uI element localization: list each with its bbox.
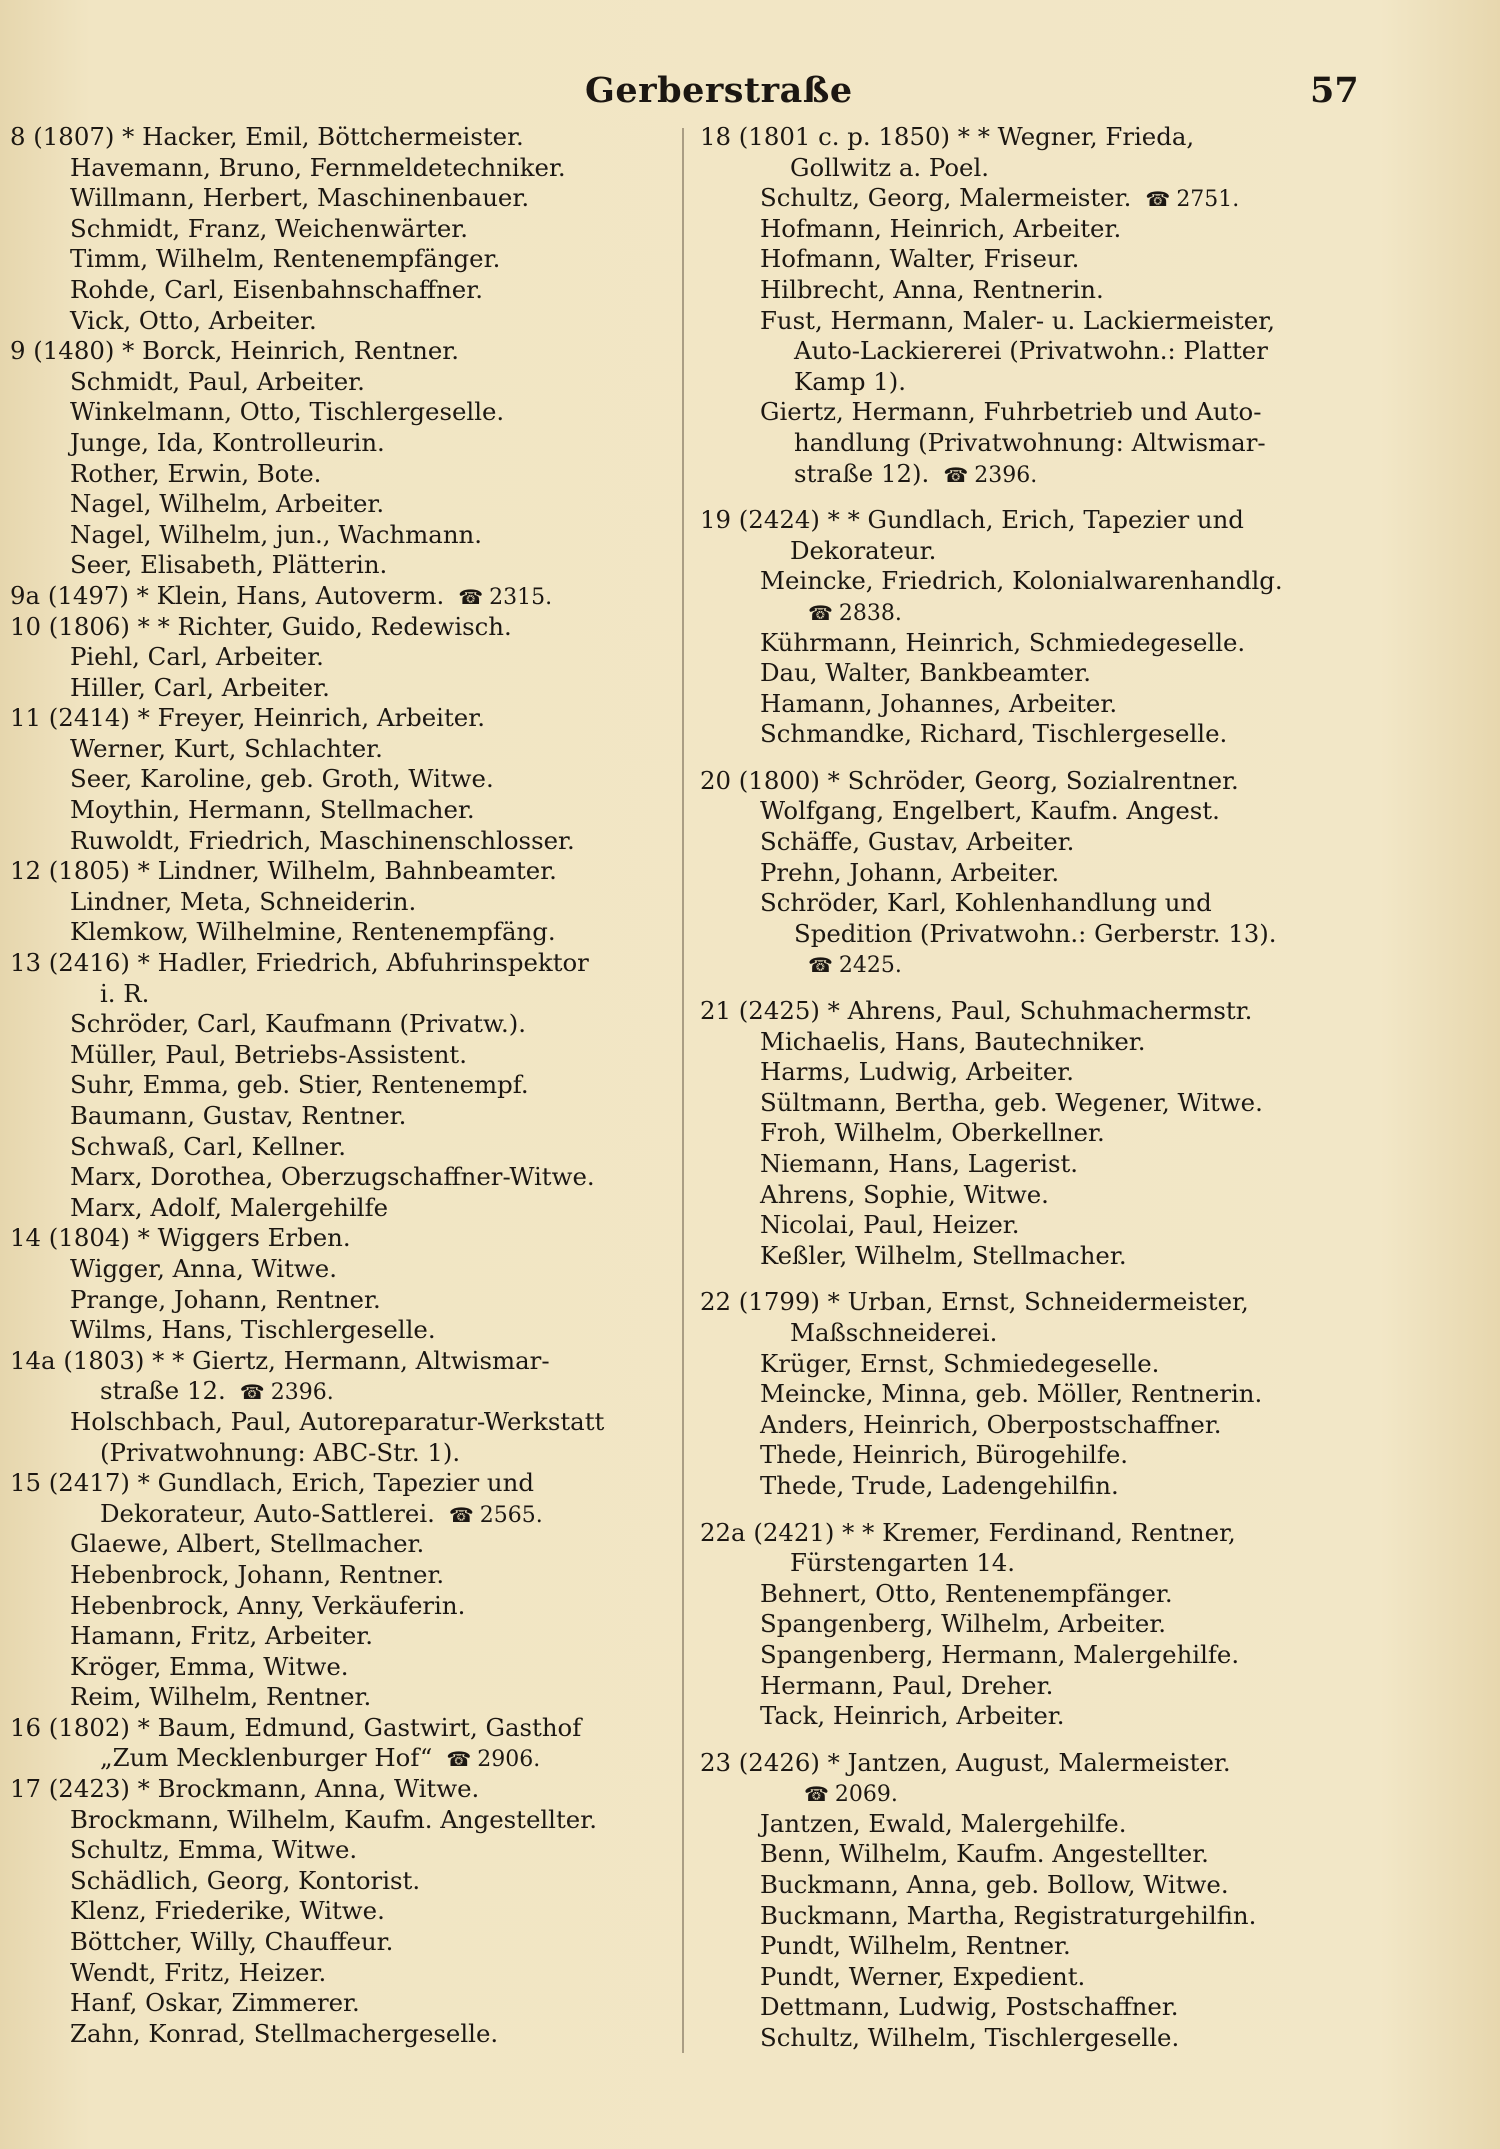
house-entry-line — [10, 1468, 670, 1499]
entry-text: Hebenbrock, Anny, Verkäuferin. — [70, 1590, 466, 1620]
resident-line — [10, 1162, 670, 1193]
entry-text: 9 (1480) * Borck, Heinrich, Rentner. — [10, 336, 460, 366]
resident-line — [10, 1988, 670, 2019]
resident-line — [10, 1958, 670, 1989]
telephone-number-value: 2425. — [838, 953, 902, 979]
resident-line — [700, 1992, 1360, 2023]
resident-line — [10, 550, 670, 581]
resident-line — [10, 1009, 670, 1040]
entry-text: Fürstengarten 14. — [790, 1548, 1016, 1578]
house-entry-line — [10, 1713, 670, 1744]
resident-line — [700, 367, 1360, 398]
house-entry-line — [10, 1223, 670, 1254]
entry-text: 23 (2426) * Jantzen, August, Malermeister. — [700, 1747, 1231, 1777]
entry-text: Suhr, Emma, geb. Stier, Rentenempf. — [70, 1070, 529, 1100]
page-number: 57 — [1310, 70, 1359, 111]
telephone-icon: ☎ — [804, 1782, 829, 1807]
entry-text: i. R. — [100, 978, 150, 1008]
telephone-number — [449, 1503, 543, 1528]
page-header — [0, 70, 1500, 120]
resident-line — [10, 1070, 670, 1101]
telephone-number — [240, 1380, 334, 1405]
entry-text: Nicolai, Paul, Heizer. — [760, 1210, 1020, 1240]
resident-line — [700, 1241, 1360, 1272]
entry-text: Holschbach, Paul, Autoreparatur-Werkstatt — [70, 1406, 605, 1436]
resident-line — [10, 1682, 670, 1713]
entry-text: Schädlich, Georg, Kontorist. — [70, 1865, 421, 1895]
entry-text: Schmandke, Richard, Tischlergeselle. — [760, 719, 1228, 749]
telephone-icon: ☎ — [943, 462, 969, 487]
entry-text: Schröder, Carl, Kaufmann (Privatw.). — [70, 1009, 526, 1039]
resident-line — [10, 183, 670, 214]
resident-line — [10, 1101, 670, 1132]
telephone-number — [804, 1782, 898, 1807]
entry-text: Seer, Elisabeth, Plätterin. — [70, 550, 388, 580]
entry-text: Klenz, Friederike, Witwe. — [70, 1896, 385, 1926]
house-entry-line — [700, 1518, 1360, 1549]
entry-text: 17 (2423) * Brockmann, Anna, Witwe. — [10, 1774, 480, 1804]
resident-line — [10, 917, 670, 948]
resident-line — [10, 734, 670, 765]
entry-text: Thede, Trude, Ladengehilfin. — [760, 1470, 1119, 1500]
house-entry-line — [10, 948, 670, 979]
street-title: Gerberstraße — [585, 70, 853, 111]
resident-line — [700, 1901, 1360, 1932]
entry-text: Hamann, Johannes, Arbeiter. — [760, 688, 1118, 718]
entry-text: straße 12). — [794, 458, 930, 488]
telephone-icon: ☎ — [239, 1380, 265, 1405]
entry-text: Hebenbrock, Johann, Rentner. — [70, 1559, 445, 1589]
resident-line — [10, 244, 670, 275]
resident-line — [700, 689, 1360, 720]
resident-line — [700, 796, 1360, 827]
entry-text: Timm, Wilhelm, Rentenempfänger. — [70, 244, 501, 274]
entry-text: 14 (1804) * Wiggers Erben. — [10, 1223, 351, 1253]
house-entry-line — [10, 122, 670, 153]
entry-text: Ahrens, Sophie, Witwe. — [760, 1179, 1049, 1209]
telephone-icon: ☎ — [808, 953, 833, 978]
entry-text: Schmidt, Franz, Weichenwärter. — [70, 213, 468, 243]
entry-text: Dekorateur, Auto-Sattlerei. — [100, 1498, 435, 1528]
entry-text: 19 (2424) * * Gundlach, Erich, Tapezier und — [700, 505, 1244, 535]
entry-text: Kührmann, Heinrich, Schmiedegeselle. — [760, 627, 1246, 657]
resident-line — [700, 1180, 1360, 1211]
entry-text: Klemkow, Wilhelmine, Rentenempfäng. — [70, 917, 556, 947]
house-entry-line — [700, 1287, 1360, 1318]
entry-text: Froh, Wilhelm, Oberkellner. — [760, 1118, 1105, 1148]
entry-text: Wendt, Fritz, Heizer. — [70, 1957, 327, 1987]
telephone-icon: ☎ — [808, 600, 833, 625]
entry-text: Brockmann, Wilhelm, Kaufm. Angestellter. — [70, 1804, 597, 1834]
resident-line — [700, 1057, 1360, 1088]
telephone-number-value: 2751. — [1176, 187, 1240, 213]
resident-line — [700, 1609, 1360, 1640]
resident-line — [700, 1778, 1360, 1809]
telephone-number-value: 2069. — [834, 1782, 898, 1808]
resident-line — [10, 1896, 670, 1927]
resident-line — [700, 628, 1360, 659]
resident-line — [700, 566, 1360, 597]
resident-line — [10, 979, 670, 1010]
entry-text: Meincke, Friedrich, Kolonialwarenhandlg. — [760, 566, 1283, 596]
resident-line — [10, 1438, 670, 1469]
resident-line — [10, 1652, 670, 1683]
entry-text: Schultz, Emma, Witwe. — [70, 1835, 358, 1865]
resident-line — [10, 153, 670, 184]
resident-line — [10, 1499, 670, 1530]
entry-text: Maßschneiderei. — [790, 1317, 998, 1347]
resident-line — [10, 2019, 670, 2050]
resident-line — [10, 1621, 670, 1652]
entry-text: Dekorateur. — [790, 535, 937, 565]
entry-text: Reim, Wilhelm, Rentner. — [70, 1682, 372, 1712]
entry-text: 13 (2416) * Hadler, Friedrich, Abfuhrinspektor — [10, 948, 589, 978]
resident-line — [10, 1193, 670, 1224]
entry-text: (Privatwohnung: ABC-Str. 1). — [100, 1437, 461, 1467]
entry-text: Rohde, Carl, Eisenbahnschaffner. — [70, 274, 483, 304]
resident-line — [10, 1560, 670, 1591]
entry-text: Gollwitz a. Poel. — [790, 152, 989, 182]
entry-text: 22a (2421) * * Kremer, Ferdinand, Rentner, — [700, 1517, 1236, 1547]
resident-line — [700, 949, 1360, 980]
entry-text: Prehn, Johann, Arbeiter. — [760, 857, 1060, 887]
resident-line — [10, 1529, 670, 1560]
entry-text: Wolfgang, Engelbert, Kaufm. Angest. — [760, 796, 1220, 826]
resident-line — [10, 673, 670, 704]
entry-text: 12 (1805) * Lindner, Wilhelm, Bahnbeamter. — [10, 856, 557, 886]
entry-text: Krüger, Ernst, Schmiedegeselle. — [760, 1348, 1160, 1378]
resident-line — [10, 1805, 670, 1836]
entry-text: Hofmann, Heinrich, Arbeiter. — [760, 213, 1122, 243]
entry-text: straße 12. — [100, 1376, 226, 1406]
telephone-number — [808, 601, 902, 626]
left-column — [10, 122, 670, 2049]
telephone-number — [808, 953, 902, 978]
resident-line — [700, 658, 1360, 689]
entry-text: Schröder, Karl, Kohlenhandlung und — [760, 888, 1212, 918]
resident-line — [700, 919, 1360, 950]
resident-line — [700, 1640, 1360, 1671]
entry-text: Niemann, Hans, Lagerist. — [760, 1149, 1079, 1178]
resident-line — [10, 1866, 670, 1897]
resident-line — [700, 1027, 1360, 1058]
resident-line — [700, 597, 1360, 628]
entry-text: Fust, Hermann, Maler- u. Lackiermeister, — [760, 305, 1275, 335]
telephone-number-value: 2565. — [479, 1502, 543, 1528]
entry-text: Moythin, Hermann, Stellmacher. — [70, 795, 475, 825]
resident-line — [700, 1379, 1360, 1410]
entry-text: Böttcher, Willy, Chauffeur. — [70, 1927, 394, 1957]
entry-text: Hilbrecht, Anna, Rentnerin. — [760, 274, 1104, 304]
entry-text: Winkelmann, Otto, Tischlergeselle. — [70, 397, 505, 427]
right-column — [700, 122, 1360, 2054]
house-entry-line — [10, 856, 670, 887]
entry-text: Rother, Erwin, Bote. — [70, 458, 322, 488]
resident-line — [700, 1410, 1360, 1441]
resident-line — [10, 520, 670, 551]
resident-line — [700, 888, 1360, 919]
entry-text: Glaewe, Albert, Stellmacher. — [70, 1529, 425, 1559]
telephone-number — [458, 585, 552, 610]
house-entry-line — [700, 505, 1360, 536]
entry-text: Havemann, Bruno, Fernmeldetechniker. — [70, 152, 566, 182]
entry-text: Benn, Wilhelm, Kaufm. Angestellter. — [760, 1839, 1209, 1869]
entry-text: Werner, Kurt, Schlachter. — [70, 733, 383, 763]
resident-line — [700, 1318, 1360, 1349]
resident-line — [10, 1315, 670, 1346]
resident-line — [700, 1118, 1360, 1149]
entry-text: Spangenberg, Wilhelm, Arbeiter. — [760, 1609, 1167, 1639]
resident-line — [10, 428, 670, 459]
entry-text: Schäffe, Gustav, Arbeiter. — [760, 827, 1075, 857]
entry-text: Buckmann, Anna, geb. Bollow, Witwe. — [760, 1870, 1229, 1900]
entry-text: 21 (2425) * Ahrens, Paul, Schuhmachermstr. — [700, 996, 1253, 1026]
resident-line — [700, 858, 1360, 889]
entry-text: Müller, Paul, Betriebs-Assistent. — [70, 1039, 467, 1069]
telephone-number-value: 2396. — [974, 462, 1038, 488]
house-entry-line — [10, 1346, 670, 1377]
telephone-number-value: 2315. — [489, 584, 553, 610]
entry-text: Schmidt, Paul, Arbeiter. — [70, 366, 365, 396]
resident-line — [700, 428, 1360, 459]
entry-text: Piehl, Carl, Arbeiter. — [70, 642, 324, 672]
telephone-icon: ☎ — [1145, 187, 1171, 212]
resident-line — [700, 2023, 1360, 2054]
entry-text: Keßler, Wilhelm, Stellmacher. — [760, 1240, 1127, 1270]
entry-text: Dau, Walter, Bankbeamter. — [760, 658, 1091, 688]
resident-line — [700, 244, 1360, 275]
entry-text: Seer, Karoline, geb. Groth, Witwe. — [70, 764, 494, 794]
entry-text: Wigger, Anna, Witwe. — [70, 1253, 337, 1283]
resident-line — [700, 459, 1360, 490]
telephone-number-value: 2906. — [477, 1747, 541, 1773]
resident-line — [700, 827, 1360, 858]
entry-text: 15 (2417) * Gundlach, Erich, Tapezier und — [10, 1468, 534, 1498]
resident-line — [700, 1671, 1360, 1702]
house-entry-line — [700, 996, 1360, 1027]
entry-text: Zahn, Konrad, Stellmachergeselle. — [70, 2018, 499, 2048]
resident-line — [10, 1927, 670, 1958]
entry-text: 18 (1801 c. p. 1850) * * Wegner, Frieda, — [700, 122, 1195, 151]
entry-text: Marx, Dorothea, Oberzugschaffner-Witwe. — [70, 1162, 595, 1192]
resident-line — [10, 887, 670, 918]
resident-line — [10, 1407, 670, 1438]
resident-line — [700, 397, 1360, 428]
telephone-number — [943, 463, 1037, 488]
entry-text: handlung (Privatwohnung: Altwismar- — [794, 427, 1266, 457]
entry-text: Thede, Heinrich, Bürogehilfe. — [760, 1440, 1129, 1470]
column-divider — [682, 128, 684, 2053]
entry-text: 22 (1799) * Urban, Ernst, Schneidermeister, — [700, 1287, 1249, 1317]
house-entry-line — [700, 122, 1360, 153]
entry-text: Michaelis, Hans, Bautechniker. — [760, 1026, 1146, 1056]
resident-line — [10, 306, 670, 337]
telephone-icon: ☎ — [448, 1502, 474, 1527]
entry-text: Hermann, Paul, Dreher. — [760, 1670, 1054, 1700]
entry-text: 10 (1806) * * Richter, Guido, Redewisch. — [10, 611, 512, 641]
house-entry-line — [10, 612, 670, 643]
resident-line — [700, 1931, 1360, 1962]
resident-line — [700, 1149, 1360, 1180]
resident-line — [10, 1743, 670, 1774]
resident-line — [700, 1471, 1360, 1502]
resident-line — [10, 1254, 670, 1285]
entry-text: Jantzen, Ewald, Malergehilfe. — [760, 1808, 1127, 1838]
resident-line — [10, 459, 670, 490]
resident-line — [700, 1839, 1360, 1870]
entry-text: Spangenberg, Hermann, Malergehilfe. — [760, 1639, 1240, 1669]
entry-text: 14a (1803) * * Giertz, Hermann, Altwismar- — [10, 1345, 550, 1375]
entry-text: 9a (1497) * Klein, Hans, Autoverm. — [10, 580, 445, 610]
entry-text: Wilms, Hans, Tischlergeselle. — [70, 1315, 436, 1345]
entry-text: Schultz, Wilhelm, Tischlergeselle. — [760, 2023, 1180, 2053]
house-entry-line — [700, 1748, 1360, 1779]
resident-line — [700, 1962, 1360, 1993]
entry-text: „Zum Mecklenburger Hof“ — [100, 1743, 433, 1773]
entry-text: Kröger, Emma, Witwe. — [70, 1651, 349, 1681]
telephone-icon: ☎ — [458, 584, 484, 609]
entry-text: Anders, Heinrich, Oberpostschaffner. — [760, 1409, 1222, 1439]
resident-line — [700, 153, 1360, 184]
telephone-number-value: 2396. — [270, 1380, 334, 1406]
resident-line — [10, 275, 670, 306]
entry-text: 11 (2414) * Freyer, Heinrich, Arbeiter. — [10, 703, 485, 733]
resident-line — [10, 1285, 670, 1316]
entry-text: Hofmann, Walter, Friseur. — [760, 244, 1080, 274]
entry-text: Lindner, Meta, Schneiderin. — [70, 886, 417, 916]
house-entry-line — [700, 766, 1360, 797]
resident-line — [700, 1809, 1360, 1840]
resident-line — [10, 1591, 670, 1622]
entry-text: Pundt, Werner, Expedient. — [760, 1961, 1086, 1991]
resident-line — [700, 1579, 1360, 1610]
entry-text: Marx, Adolf, Malergehilfe — [70, 1192, 389, 1222]
resident-line — [10, 397, 670, 428]
entry-text: Hiller, Carl, Arbeiter. — [70, 672, 330, 702]
resident-line — [10, 1376, 670, 1407]
entry-text: Nagel, Wilhelm, Arbeiter. — [70, 489, 385, 519]
house-entry-line — [10, 1774, 670, 1805]
entry-text: Willmann, Herbert, Maschinenbauer. — [70, 183, 530, 213]
entry-text: Nagel, Wilhelm, jun., Wachmann. — [70, 519, 482, 549]
resident-line — [10, 367, 670, 398]
house-entry-line — [10, 703, 670, 734]
telephone-number-value: 2838. — [838, 600, 902, 626]
entry-text: Pundt, Wilhelm, Rentner. — [760, 1931, 1071, 1961]
resident-line — [700, 1349, 1360, 1380]
resident-line — [10, 214, 670, 245]
entry-text: 20 (1800) * Schröder, Georg, Sozialrentner. — [700, 765, 1239, 795]
resident-line — [10, 1835, 670, 1866]
resident-line — [700, 214, 1360, 245]
resident-line — [700, 1088, 1360, 1119]
entry-text: Prange, Johann, Rentner. — [70, 1284, 381, 1314]
resident-line — [700, 719, 1360, 750]
resident-line — [700, 1870, 1360, 1901]
entry-text: 16 (1802) * Baum, Edmund, Gastwirt, Gasthof — [10, 1712, 582, 1742]
resident-line — [10, 1040, 670, 1071]
resident-line — [10, 795, 670, 826]
entry-text: 8 (1807) * Hacker, Emil, Böttchermeister. — [10, 122, 524, 151]
resident-line — [10, 489, 670, 520]
resident-line — [10, 764, 670, 795]
entry-text: Hamann, Fritz, Arbeiter. — [70, 1621, 374, 1651]
entry-text: Kamp 1). — [794, 366, 907, 396]
entry-text: Dettmann, Ludwig, Postschaffner. — [760, 1992, 1179, 2022]
resident-line — [700, 275, 1360, 306]
house-entry-line — [10, 581, 670, 612]
resident-line — [700, 1701, 1360, 1732]
entry-text: Spedition (Privatwohn.: Gerberstr. 13). — [794, 918, 1277, 948]
entry-text: Harms, Ludwig, Arbeiter. — [760, 1057, 1075, 1087]
entry-text: Vick, Otto, Arbeiter. — [70, 305, 317, 335]
resident-line — [10, 1132, 670, 1163]
entry-text: Giertz, Hermann, Fuhrbetrieb und Auto- — [760, 397, 1262, 427]
entry-text: Buckmann, Martha, Registraturgehilfin. — [760, 1900, 1257, 1930]
resident-line — [700, 536, 1360, 567]
resident-line — [700, 183, 1360, 214]
resident-line — [700, 336, 1360, 367]
entry-text: Sültmann, Bertha, geb. Wegener, Witwe. — [760, 1087, 1263, 1117]
resident-line — [700, 1548, 1360, 1579]
telephone-icon: ☎ — [446, 1747, 472, 1772]
telephone-number — [1145, 187, 1239, 212]
resident-line — [700, 306, 1360, 337]
entry-text: Tack, Heinrich, Arbeiter. — [760, 1701, 1065, 1731]
entry-text: Schwaß, Carl, Kellner. — [70, 1131, 346, 1161]
resident-line — [700, 1210, 1360, 1241]
entry-text: Baumann, Gustav, Rentner. — [70, 1101, 407, 1130]
house-entry-line — [10, 336, 670, 367]
entry-text: Behnert, Otto, Rentenempfänger. — [760, 1578, 1173, 1608]
resident-line — [10, 826, 670, 857]
entry-text: Meincke, Minna, geb. Möller, Rentnerin. — [760, 1379, 1263, 1409]
resident-line — [700, 1440, 1360, 1471]
entry-text: Auto-Lackiererei (Privatwohn.: Platter — [794, 336, 1268, 366]
telephone-number — [446, 1747, 540, 1772]
entry-text: Hanf, Oskar, Zimmerer. — [70, 1988, 360, 2018]
resident-line — [10, 642, 670, 673]
entry-text: Junge, Ida, Kontrolleurin. — [70, 427, 385, 457]
entry-text: Schultz, Georg, Malermeister. — [760, 183, 1132, 213]
entry-text: Ruwoldt, Friedrich, Maschinenschlosser. — [70, 825, 575, 855]
